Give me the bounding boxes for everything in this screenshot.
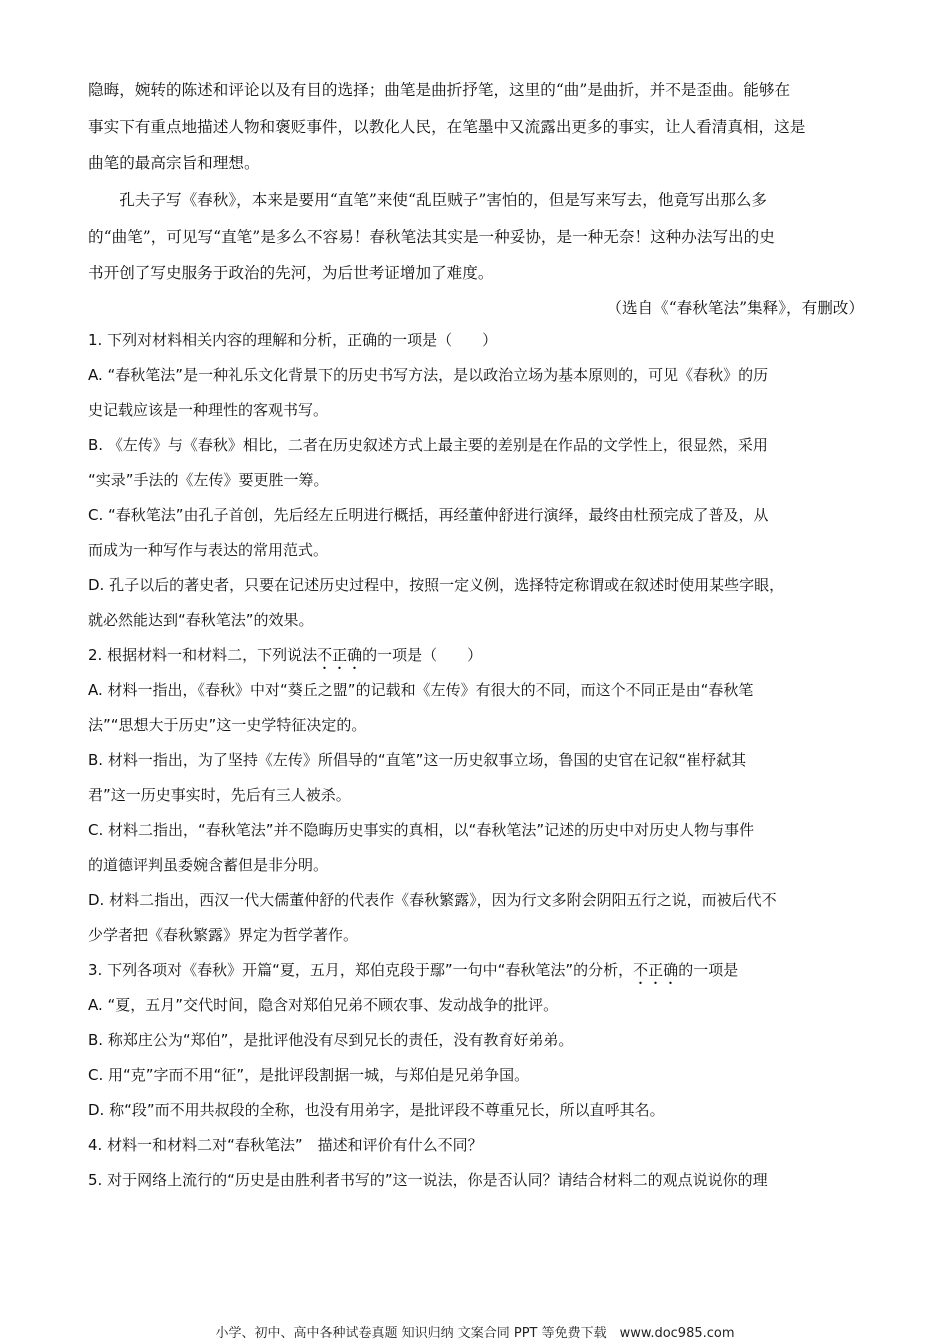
q3-option-d: D. 称“段”而不用共叔段的全称，也没有用弟字，是批评段不尊重兄长，所以直呼其名。 — [88, 1101, 665, 1119]
passage-line: 的“曲笔”，可见写“直笔”是多么不容易！春秋笔法其实是一种妥协，是一种无奈！这种办法写出的史 — [88, 227, 775, 246]
passage-line: 书开创了写史服务于政治的先河，为后世考证增加了难度。 — [88, 264, 494, 282]
passage-line: 孔夫子写《春秋》，本来是要用“直笔”来使“乱臣贼子”害怕的，但是写来写去，他竟写出那么多 — [119, 191, 768, 209]
passage-line: 隐晦，婉转的陈述和评论以及有目的选择；曲笔是曲折抒笔，这里的“曲”是曲折，并不是歪曲。能够在 — [88, 81, 791, 99]
q1-option-c: C. “春秋笔法”由孔子首创，先后经左丘明进行概括，再经董仲舒进行演绎，最终由杜预完成了普及，从 而成为一种写作与表达的常用范式。 — [88, 506, 769, 559]
q3-option-a: A. “夏，五月”交代时间，隐含对郑伯兄弟不顾农事、发动战争的批评。 — [88, 996, 559, 1014]
q2-stem: 2. 根据材料一和材料二，下列说法不正确的一项是（ ） — [88, 646, 483, 664]
q4-stem: 4. 材料一和材料二对“春秋笔法” 描述和评价有什么不同？ — [88, 1136, 483, 1154]
q2-option-a: A. 材料一指出，《春秋》中对“葵丘之盟”的记载和《左传》有很大的不同，而这个不同正是由“春秋笔 法”“思想大于历史”这一史学特征决定的。 — [88, 681, 754, 734]
q2-option-b: B. 材料一指出，为了坚持《左传》所倡导的“直笔”这一历史叙事立场，鲁国的史官在记叙“崔杼弑其 君”这一历史事实时，先后有三人被杀。 — [88, 751, 747, 804]
q1-option-d: D. 孔子以后的著史者，只要在记述历史过程中，按照一定义例，选择特定称谓或在叙述时使用某些字眼， 就必然能达到“春秋笔法”的效果。 — [88, 576, 785, 629]
passage-line: 曲笔的最高宗旨和理想。 — [88, 154, 260, 172]
passage-paragraph-2 — [88, 182, 864, 292]
passage-source: （选自《“春秋笔法”集释》，有删改） — [606, 299, 864, 317]
q1-stem: 1. 下列对材料相关内容的理解和分析，正确的一项是（ ） — [88, 331, 498, 349]
passage-line: 事实下有重点地描述人物和褒贬事件，以教化人民，在笔墨中又流露出更多的事实，让人看清真相，这是 — [88, 117, 806, 136]
q5-stem: 5. 对于网络上流行的“历史是由胜利者书写的”这一说法，你是否认同？请结合材料二的观点说说你的理 — [88, 1171, 768, 1189]
q3-option-c: C. 用“克”字而不用“征”，是批评段割据一城，与郑伯是兄弟争国。 — [88, 1066, 530, 1084]
q1-option-a: A. “春秋笔法”是一种礼乐文化背景下的历史书写方法，是以政治立场为基本原则的，可见《春秋》的历 史记载应该是一种理性的客观书写。 — [88, 366, 769, 419]
q3-stem: 3. 下列各项对《春秋》开篇“夏，五月，郑伯克段于鄢”一句中“春秋笔法”的分析，不正确的一项是 — [88, 961, 739, 979]
q2-option-d: D. 材料二指出，西汉一代大儒董仲舒的代表作《春秋繁露》，因为行文多附会阴阳五行之说，而被后代不 少学者把《春秋繁露》界定为哲学著作。 — [88, 891, 777, 944]
q1-option-b: B. 《左传》与《春秋》相比，二者在历史叙述方式上最主要的差别是在作品的文学性上，很显然，采用 “实录”手法的《左传》要更胜一筹。 — [88, 436, 768, 489]
passage-paragraph-1 — [88, 72, 864, 182]
page-footer: 小学、初中、高中各种试卷真题 知识归纳 文案合同 PPT 等免费下载 www.doc985.com — [215, 1326, 735, 1341]
q3-option-b: B. 称郑庄公为“郑伯”，是批评他没有尽到兄长的责任，没有教育好弟弟。 — [88, 1031, 574, 1049]
emphasis-not-correct: 不正确 — [633, 961, 679, 979]
emphasis-not-correct: 不正确 — [317, 646, 363, 664]
q2-option-c: C. 材料二指出，“春秋笔法”并不隐晦历史事实的真相，以“春秋笔法”记述的历史中对历史人物与事件 的道德评判虽委婉含蓄但是非分明。 — [88, 821, 755, 874]
